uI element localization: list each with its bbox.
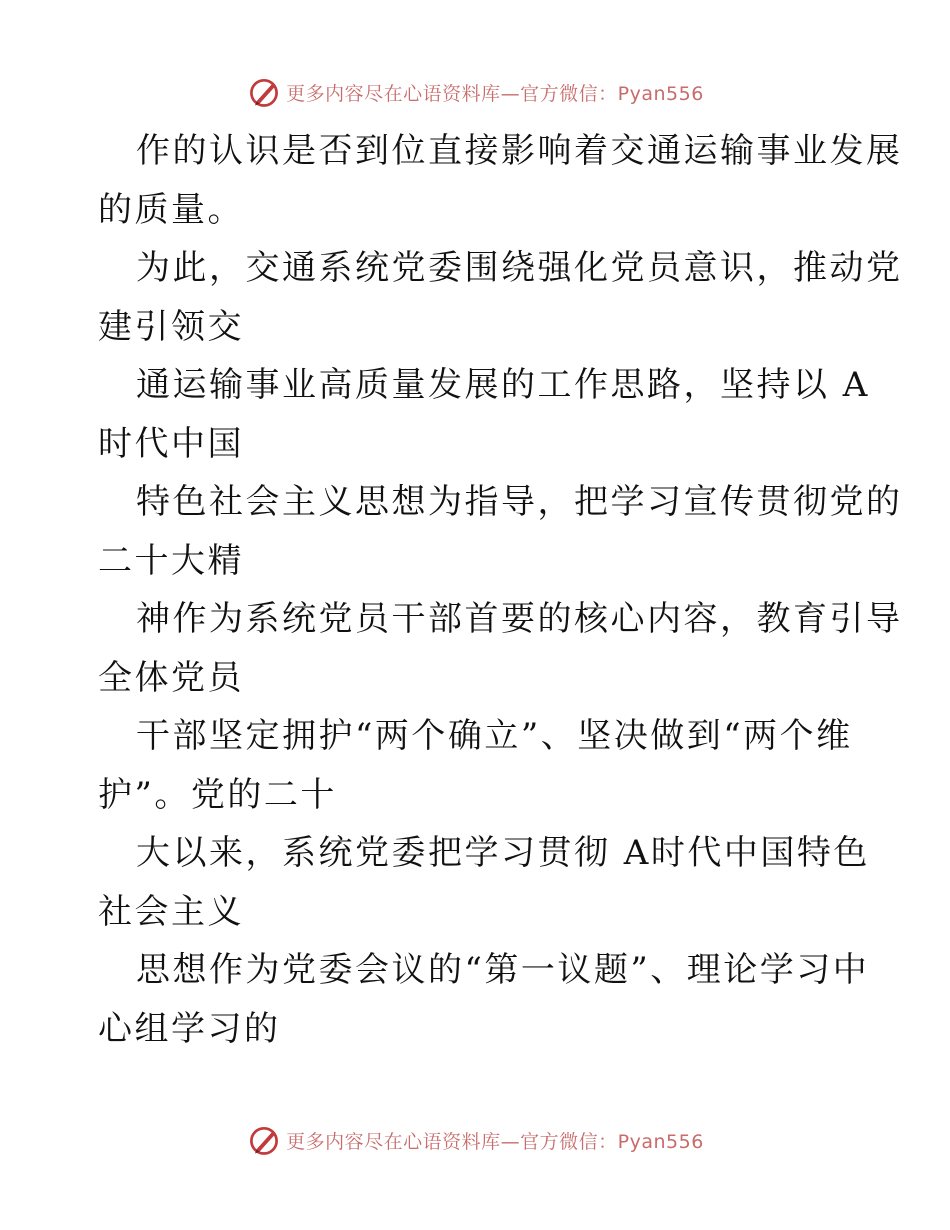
text-line: 建引领交 (98, 306, 244, 347)
text-line: 二十大精 (98, 540, 244, 581)
text-line: 大以来，系统党委把学习贯彻 A时代中国特色 (136, 833, 870, 873)
text-line: 作的认识是否到位直接影响着交通运输事业发展 (136, 131, 903, 171)
watermark-text: 更多内容尽在心语资料库—官方微信：Pyan556 (286, 82, 704, 105)
text-line: 社会主义 (98, 891, 244, 932)
document-body (98, 122, 903, 1058)
footer-watermark (0, 1120, 950, 1160)
text-line: 通运输事业高质量发展的工作思路，坚持以 A (136, 365, 870, 405)
text-line: 为此，交通系统党委围绕强化党员意识，推动党 (136, 248, 903, 288)
text-line: 全体党员 (98, 657, 244, 698)
pen-logo-icon (246, 1122, 282, 1158)
text-line: 心组学习的 (98, 1008, 281, 1049)
text-line: 思想作为党委会议的“第一议题”、理论学习中 (136, 950, 870, 990)
watermark-text: 更多内容尽在心语资料库—官方微信：Pyan556 (286, 1130, 704, 1153)
text-line: 干部坚定拥护“两个确立”、坚决做到“两个维 (136, 716, 853, 756)
text-line: 时代中国 (98, 423, 244, 464)
text-line: 护”。党的二十 (98, 774, 337, 815)
header-watermark (0, 72, 950, 112)
text-line: 的质量。 (98, 189, 244, 230)
pen-logo-icon (246, 74, 282, 110)
text-line: 特色社会主义思想为指导，把学习宣传贯彻党的 (136, 482, 903, 522)
text-line: 神作为系统党员干部首要的核心内容，教育引导 (136, 599, 903, 639)
